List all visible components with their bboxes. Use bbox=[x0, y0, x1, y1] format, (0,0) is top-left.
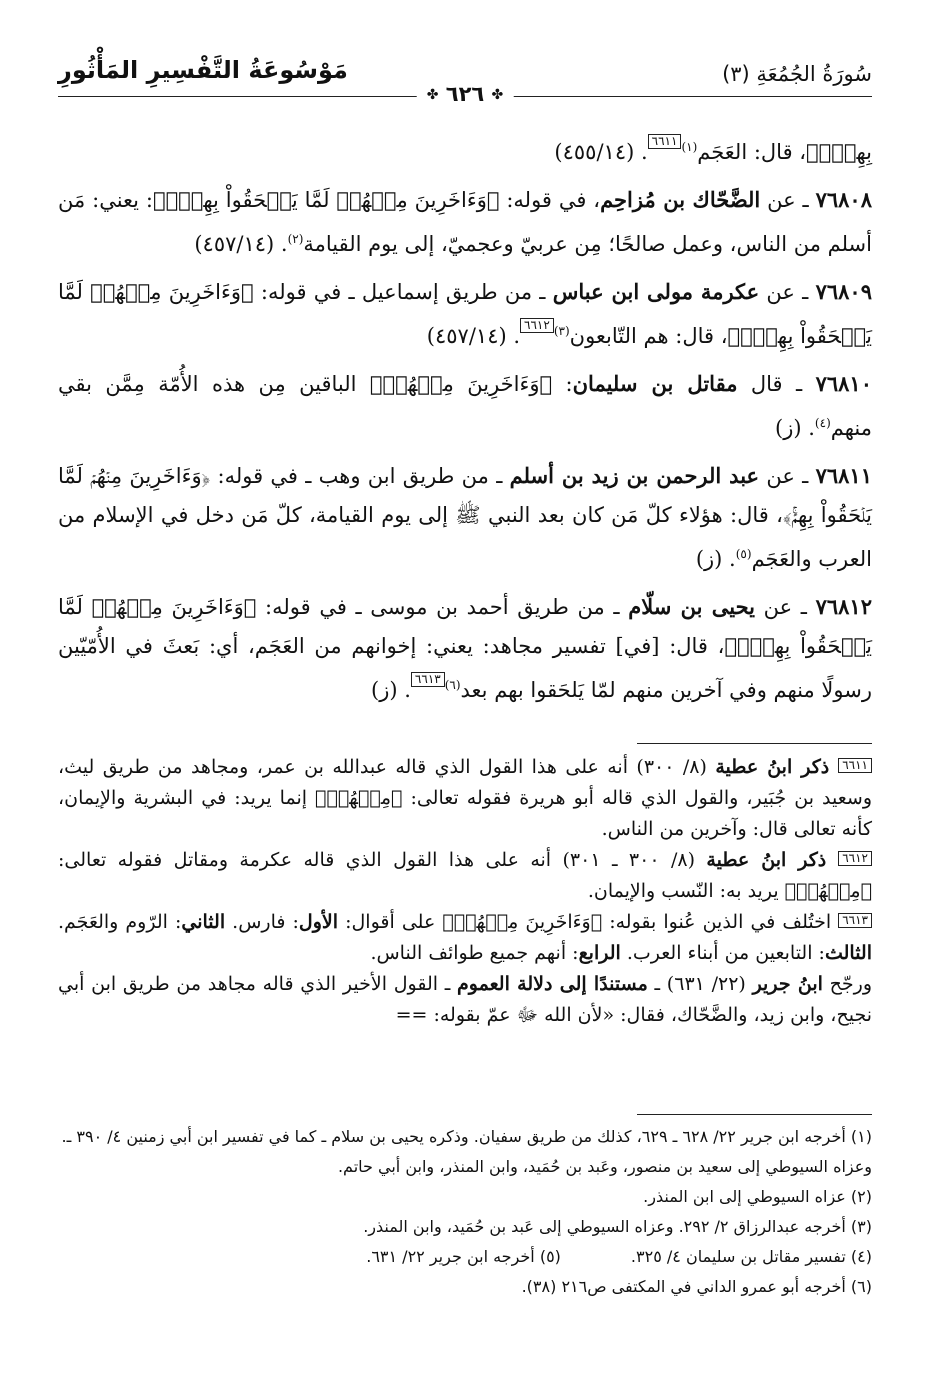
narration-text: ـ عن bbox=[754, 595, 816, 619]
opinion-label: الثاني bbox=[181, 911, 226, 933]
footnote-row bbox=[58, 1242, 872, 1272]
commentary-divider bbox=[637, 743, 872, 744]
narrator-name: عبد الرحمن بن زيد بن أسلم bbox=[509, 463, 760, 488]
footnote-ref: (١) bbox=[681, 140, 698, 154]
footnote-5: (٥) أخرجه ابن جرير ٢٢/ ٦٣١. bbox=[366, 1247, 561, 1266]
footnote-ref: (٤) bbox=[814, 416, 831, 430]
narration-76810 bbox=[58, 364, 872, 448]
commentary-author: ذكر ابنُ عطية bbox=[715, 756, 839, 778]
main-text bbox=[58, 128, 872, 718]
footnote-2: (٢) عزاه السيوطي إلى ابن المنذر. bbox=[643, 1187, 872, 1206]
commentary-text: ورجّح bbox=[822, 973, 873, 995]
narration-76808 bbox=[58, 180, 872, 264]
page-number-block bbox=[417, 82, 514, 106]
narration-number: ٧٦٨١٠ bbox=[815, 371, 872, 396]
commentary-text: (٨/ ٣٠٠) أنه على هذا القول الذي قاله عبدالله بن عمر، ومجاهد من طريق ليث، وسعيد بن جُبَير، والقول الذي قاله أبو هريرة فقوله تعالى: ﴿مِنۡهُمۡ﴾ إنما يريد: في البشرية والإيمان، كأنه تعالى قال: وآخرين من الناس. bbox=[58, 756, 872, 840]
narration-text: ـ عن bbox=[760, 188, 816, 212]
commentary-text: : فارس. bbox=[225, 911, 299, 933]
commentary-ref-box: ٦٦١٢ bbox=[520, 318, 554, 333]
page-header bbox=[58, 52, 872, 106]
footnote-ref: (٥) bbox=[735, 547, 752, 561]
narrator-name: يحيى بن سلّام bbox=[628, 594, 755, 619]
footnotes bbox=[58, 1122, 872, 1302]
footnote-ref: (٢) bbox=[287, 232, 304, 246]
footnotes-divider bbox=[637, 1114, 872, 1115]
volume-ref: . (ز) bbox=[371, 678, 411, 702]
volume-ref: . (٤٥٧/١٤) bbox=[194, 232, 288, 256]
surah-title: سُورَةُ الجُمُعَةِ (٣) bbox=[722, 62, 872, 86]
narration-number: ٧٦٨٠٨ bbox=[815, 187, 872, 212]
tarjih-reason: مستندًا إلى دلالة العموم bbox=[457, 973, 648, 995]
commentary-6612 bbox=[58, 845, 872, 907]
narration-76811 bbox=[58, 456, 872, 579]
commentary-text: اختُلف في الذين عُنوا بقوله: ﴿وَءَاخَرِينَ مِنۡهُمۡ﴾ على أقوال: bbox=[338, 911, 839, 933]
commentary-text: : التابعين من أبناء العرب. bbox=[620, 942, 825, 964]
commentary-text: : الرّوم والعَجَم. bbox=[58, 911, 182, 933]
commentary-text: (٨/ ٣٠٠ ـ ٣٠١) أنه على هذا القول الذي قاله عكرمة ومقاتل فقوله تعالى: ﴿مِنۡهُمۡ﴾ يريد به: النّسب والإيمان. bbox=[58, 849, 872, 902]
narration-number: ٧٦٨٠٩ bbox=[815, 279, 872, 304]
commentary-author: ابنُ جرير bbox=[752, 973, 823, 995]
narration-text: ـ من طريق أحمد بن موسى ـ في قوله: ﴿وَءَاخَرِينَ مِنۡهُمۡ لَمَّا يَلۡحَقُواْ بِهِمۡۚ﴾، قال: [في] تفسير مجاهد: يعني: إخوانهم من العَجَم، أي: بَعثَ في الأُمّيّين رسولًا منهم وفي آخرين منهم لمّا يَلحَقوا بهم بعد bbox=[58, 595, 872, 702]
narration-text: ، في قوله: ﴿وَءَاخَرِينَ مِنۡهُمۡ لَمَّا يَلۡحَقُواْ بِهِمۡۚ﴾: يعني: مَن أسلم من الناس، وعمل صالحًا؛ مِن عربيّ وعجميّ، إلى يوم القيامة bbox=[58, 188, 872, 256]
narration-text: ـ عن bbox=[759, 464, 816, 488]
volume-ref: . (ز) bbox=[695, 547, 736, 571]
narration-text: ـ قال bbox=[737, 372, 816, 396]
commentary-tarjih bbox=[58, 969, 872, 1031]
commentary-section bbox=[58, 752, 872, 1031]
commentary-ref-box: ٦٦١٣ bbox=[411, 672, 445, 687]
volume-ref: . (٤٥٧/١٤) bbox=[426, 324, 521, 348]
narration-continued bbox=[58, 128, 872, 172]
narration-text: : ﴿وَءَاخَرِينَ مِنۡهُمۡ﴾ الباقين مِن هذه الأُمّة مِمَّن بقي منهم bbox=[58, 372, 872, 440]
narration-text: ـ عن bbox=[759, 280, 816, 304]
commentary-id-box: ٦٦١٢ bbox=[838, 851, 872, 866]
footnote-3: (٣) أخرجه عبدالرزاق ٢/ ٢٩٢. وعزاه السيوطي إلى عَبد بن حُمَيد، وابن المنذر. bbox=[363, 1217, 872, 1236]
narration-text: ـ من طريق إسماعيل ـ في قوله: ﴿وَءَاخَرِينَ مِنۡهُمۡ لَمَّا يَلۡحَقُواْ بِهِمۡۚ﴾، قال: هم التّابعون bbox=[58, 280, 872, 348]
commentary-id-box: ٦٦١١ bbox=[838, 758, 872, 773]
footnote-ref: (٦) bbox=[444, 678, 461, 692]
series-title: مَوْسُوعَةُ التَّفْسِيرِ المَأْثُورِ bbox=[58, 56, 348, 84]
commentary-6611 bbox=[58, 752, 872, 845]
footnote-4: (٤) تفسير مقاتل بن سليمان ٤/ ٣٢٥. bbox=[630, 1247, 872, 1266]
volume-ref: . (ز) bbox=[775, 416, 815, 440]
narration-text: بِهِمْۚ﴾، قال: العَجَم bbox=[697, 140, 872, 164]
opinion-label: الأول bbox=[298, 911, 339, 933]
commentary-text: (٢٢/ ٦٣١) ـ bbox=[647, 973, 753, 995]
narration-76809 bbox=[58, 272, 872, 356]
opinion-label: الثالث bbox=[824, 942, 872, 964]
footnote-1: (١) أخرجه ابن جرير ٢٢/ ٦٢٨ ـ ٦٢٩، كذلك من طريق سفيان. وذكره يحيى بن سلام ـ كما في تفسير ابن أبي زمنين ٤/ ٣٩٠ ـ. وعزاه السيوطي إلى سعيد بن منصور، وعَبد بن حُمَيد، وابن المنذر، وابن أبي حاتم. bbox=[61, 1127, 872, 1176]
narration-number: ٧٦٨١١ bbox=[815, 463, 872, 488]
narrator-name: مقاتل بن سليمان bbox=[572, 371, 738, 396]
narrator-name: عكرمة مولى ابن عباس bbox=[552, 279, 760, 304]
narrator-name: الضَّحّاك بن مُزاحِم bbox=[600, 187, 761, 212]
ornament-icon: ✤ bbox=[491, 87, 504, 103]
commentary-author: ذكر ابنُ عطية bbox=[706, 849, 839, 871]
footnote-ref: (٣) bbox=[553, 324, 570, 338]
footnote-6: (٦) أخرجه أبو عمرو الداني في المكتفى ص٢١٦ (٣٨). bbox=[521, 1277, 872, 1296]
narration-76812 bbox=[58, 587, 872, 710]
narration-number: ٧٦٨١٢ bbox=[815, 594, 872, 619]
volume-ref: . (٤٥٥/١٤) bbox=[554, 140, 648, 164]
commentary-text: ـ القول الأخير الذي قاله مجاهد من طريق ابن أبي نجيح، وابن زيد، والضَّحّاك، فقال: «لأن الله ﷻ عمّ بقوله: == bbox=[58, 973, 872, 1026]
opinion-label: الرابع bbox=[578, 942, 621, 964]
commentary-text: : أنهم جميع طوائف الناس. bbox=[370, 942, 579, 964]
commentary-6613 bbox=[58, 907, 872, 969]
commentary-id-box: ٦٦١٣ bbox=[838, 913, 872, 928]
ornament-icon: ✤ bbox=[426, 87, 439, 103]
page-number: ٦٢٦ bbox=[445, 82, 485, 106]
narration-text: ـ من طريق ابن وهب ـ في قوله: ﴿وَءَاخَرِينَ مِنۡهُمۡ لَمَّا يَلۡحَقُواْ بِهِمۡۚ﴾، قال: هؤلاء كلّ مَن كان بعد النبي ﷺ إلى يوم القيامة، كلّ مَن دخل في الإسلام من العرب والعَجَم bbox=[58, 464, 872, 571]
commentary-ref-box: ٦٦١١ bbox=[648, 134, 682, 149]
